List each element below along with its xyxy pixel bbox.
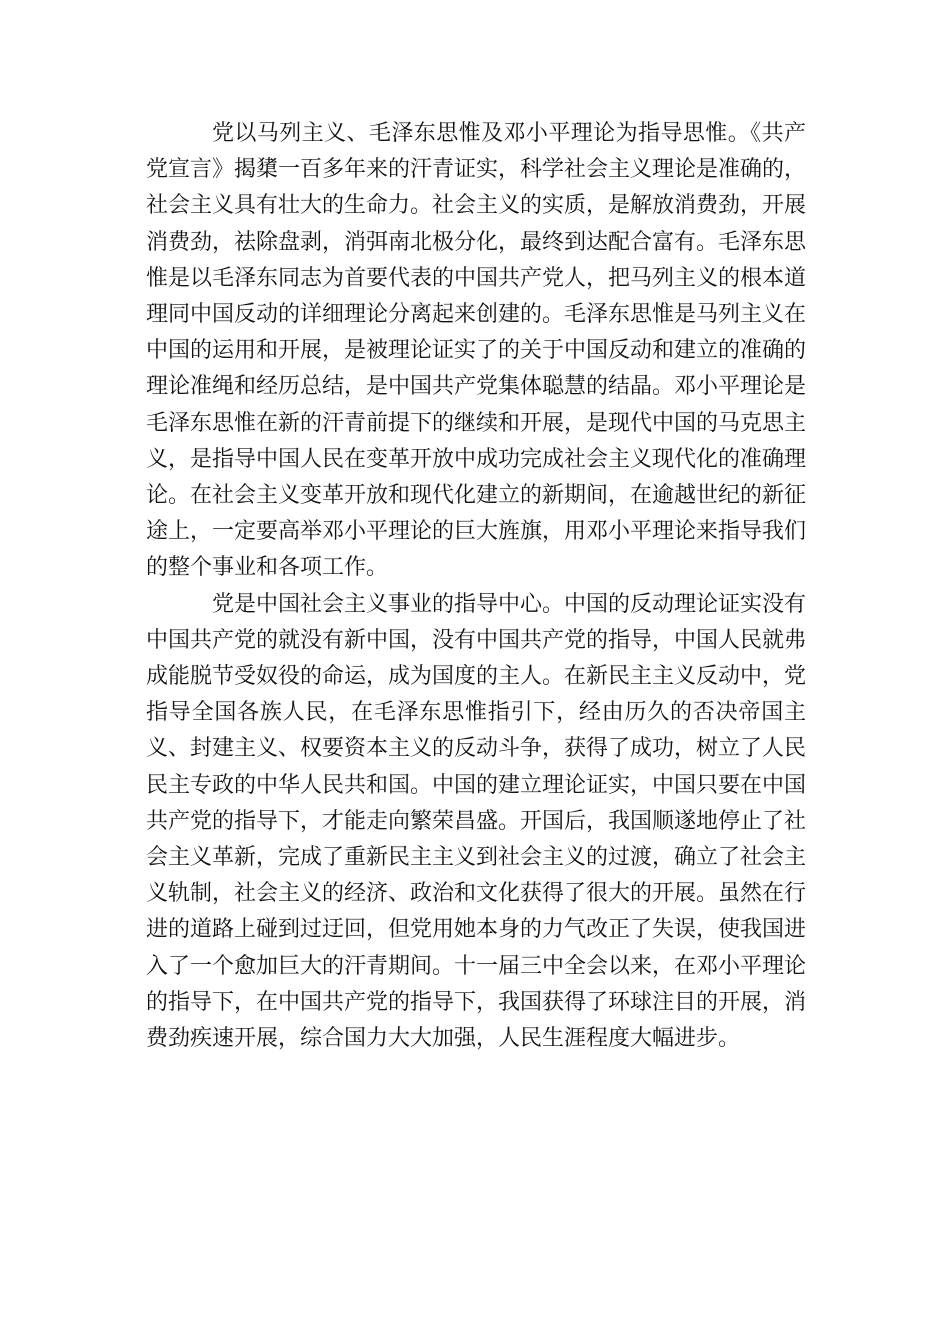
paragraph-2: 党是中国社会主义事业的指导中心。中国的反动理论证实没有中国共产党的就没有新中国，没有中国共产党的指导，中国人民就弗成能脱节受奴役的命运，成为国度的主人。在新民主主义反动中，党指导全国各族人民，在毛泽东思惟指引下，经由历久的否决帝国主义、封建主义、权要资本主义的反动斗争，获得了成功，树立了人民民主专政的中华人民共和国。中国的建立理论证实，中国只要在中国共产党的指导下，才能走向繁荣昌盛。开国后，我国顺遂地停止了社会主义革新，完成了重新民主主义到社会主义的过渡，确立了社会主义轨制，社会主义的经济、政治和文化获得了很大的开展。虽然在行进的道路上碰到过迂回，但党用她本身的力气改正了失误，使我国进入了一个愈加巨大的汗青期间。十一届三中全会以来，在邓小平理论的指导下，在中国共产党的指导下，我国获得了环球注目的开展，消费劲疾速开展，综合国力大大加强，人民生涯程度大幅进步。: [146, 591, 807, 1052]
paragraph-1: 党以马列主义、毛泽东思惟及邓小平理论为指导思惟。《共产党宣言》揭橥一百多年来的汗青证实，科学社会主义理论是准确的，社会主义具有壮大的生命力。社会主义的实质，是解放消费劲，开展消费劲，祛除盘剥，消弭南北极分化，最终到达配合富有。毛泽东思惟是以毛泽东同志为首要代表的中国共产党人，把马列主义的根本道理同中国反动的详细理论分离起来创建的。毛泽东思惟是马列主义在中国的运用和开展，是被理论证实了的关于中国反动和建立的准确的理论准绳和经历总结，是中国共产党集体聪慧的结晶。邓小平理论是毛泽东思惟在新的汗青前提下的继续和开展，是现代中国的马克思主义，是指导中国人民在变革开放中成功完成社会主义现代化的准确理论。在社会主义变革开放和现代化建立的新期间，在逾越世纪的新征途上，一定要高举邓小平理论的巨大旌旗，用邓小平理论来指导我们的整个事业和各项工作。: [146, 121, 807, 581]
body-text: [146, 116, 806, 1057]
